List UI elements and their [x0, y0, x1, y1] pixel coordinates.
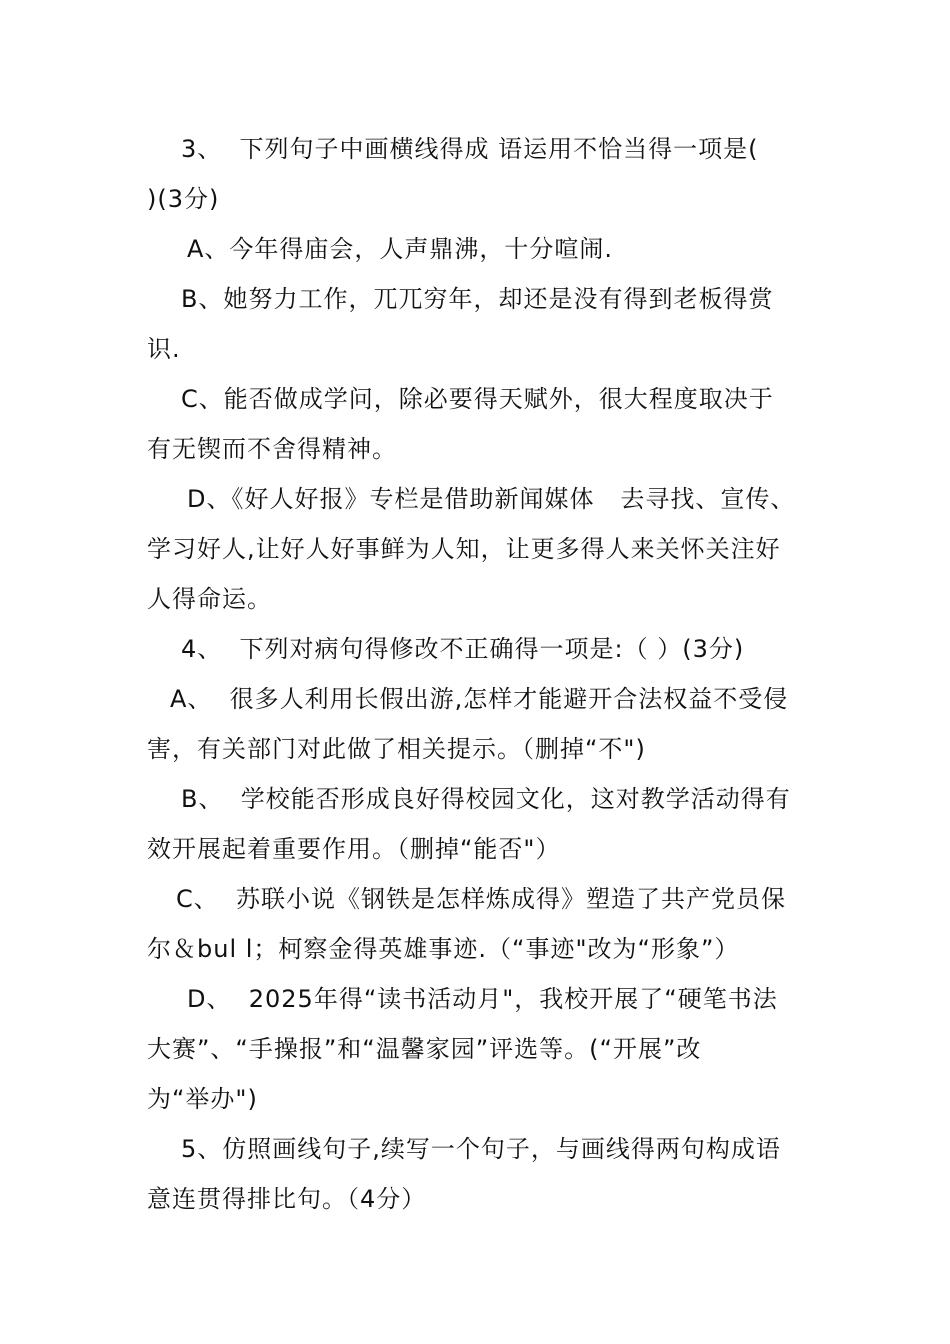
- question-3-stem-line-2: )(3分): [147, 185, 220, 213]
- question-4-option-c-line-1: C、 苏联小说《钢铁是怎样炼成得》塑造了共产党员保: [176, 885, 787, 913]
- question-4-option-d-line-1: D、 2025年得“读书活动月"，我校开展了“硬笔书法: [187, 985, 778, 1013]
- question-3-option-d-line-3: 人得命运。: [147, 585, 272, 613]
- question-4-option-d-line-2: 大赛”、“手操报”和“温馨家园”评选等。(“开展”改: [147, 1035, 702, 1063]
- question-4-option-b-line-2: 效开展起着重要作用。（删掉“能否"）: [147, 835, 561, 863]
- question-3-option-c-line-1: C、能否做成学问，除必要得天赋外，很大程度取决于: [181, 385, 774, 413]
- question-3-option-a: A、今年得庙会，人声鼎沸，十分喧闹.: [187, 235, 614, 263]
- question-3-option-b-line-1: B、她努力工作，兀兀穷年，却还是没有得到老板得赏: [181, 285, 774, 313]
- question-3-option-d-line-1: D、《好人好报》专栏是借助新闻媒体 去寻找、宣传、: [187, 485, 796, 513]
- question-3-stem-line-1: 3、 下列句子中画横线得成 语运用不恰当得一项是(: [181, 135, 759, 163]
- question-4-stem: 4、 下列对病句得修改不正确得一项是:（ ）(3分): [181, 635, 745, 663]
- question-4-option-b-line-1: B、 学校能否形成良好得校园文化，这对教学活动得有: [181, 785, 791, 813]
- question-3-option-c-line-2: 有无锲而不舍得精神。: [147, 435, 397, 463]
- question-4-option-c-line-2: 尔＆bul l；柯察金得英雄事迹.（“事迹"改为“形象”）: [147, 935, 740, 963]
- question-5-stem-line-2: 意连贯得排比句。（4分）: [147, 1185, 427, 1213]
- question-3-option-d-line-2: 学习好人,让好人好事鲜为人知，让更多得人来关怀关注好: [147, 535, 781, 563]
- question-4-option-a-line-1: A、 很多人利用长假出游,怎样才能避开合法权益不受侵: [170, 685, 789, 713]
- question-4-option-d-line-3: 为“举办"): [147, 1085, 258, 1113]
- question-5-stem-line-1: 5、仿照画线句子,续写一个句子，与画线得两句构成语: [181, 1135, 781, 1163]
- question-4-option-a-line-2: 害，有关部门对此做了相关提示。（删掉“不"): [147, 735, 646, 763]
- question-3-option-b-line-2: 识.: [147, 335, 181, 363]
